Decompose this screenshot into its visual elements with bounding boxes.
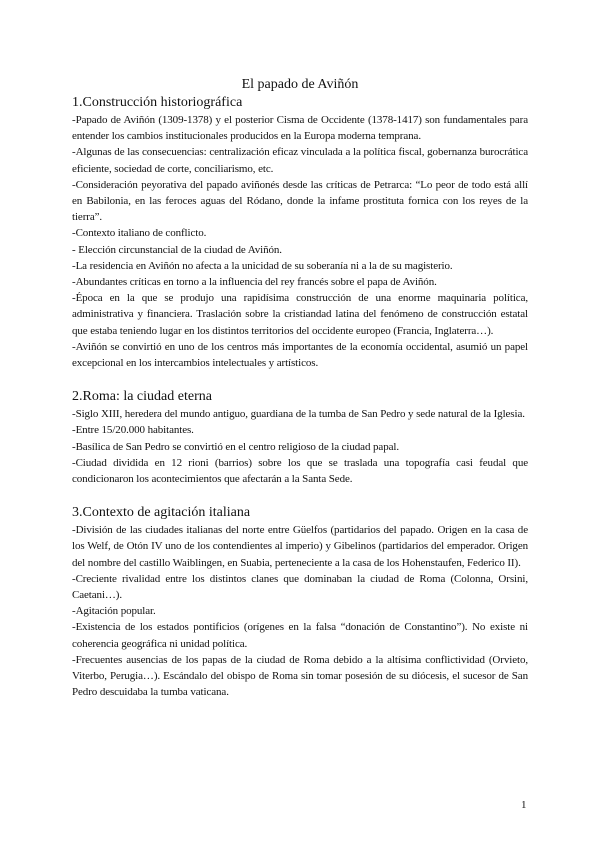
paragraph: -Consideración peyorativa del papado aviñonés desde las críticas de Petrarca: “Lo peor de todo está allí en Babilonia, en las feroces aguas del Ródano, donde la infame prostituta fornica con los reyes de la tierra”. [72,178,528,224]
paragraph: -Contexto italiano de conflicto. [72,227,207,240]
document-body [72,76,528,701]
section-contexto-agitacion-italiana [72,504,528,700]
document-title: El papado de Aviñón [241,77,359,92]
paragraph: -Basílica de San Pedro se convirtió en el centro religioso de la ciudad papal. [72,440,399,453]
paragraph: -Algunas de las consecuencias: centralización eficaz vinculada a la política fiscal, gobernanza burocrática eficiente, sociedad de corte, conciliarismo, etc. [72,146,528,175]
section-roma-ciudad-eterna [72,388,528,487]
paragraph: -Papado de Aviñón (1309-1378) y el posterior Cisma de Occidente (1378-1417) son fundamentales para entender los cambios institucionales producidos en la Europa moderna temprana. [72,114,528,143]
paragraph: -Abundantes críticas en torno a la influencia del rey francés sobre el papa de Aviñón. [72,276,437,289]
section-heading: 2.Roma: la ciudad eterna [72,389,212,405]
paragraph: -Entre 15/20.000 habitantes. [72,424,194,437]
paragraph: -Existencia de los estados pontificios (orígenes en la falsa “donación de Constantino”). No existe ni coherencia geográfica ni unidad política. [72,621,528,650]
section-heading: 1.Construcción historiográfica [72,95,243,110]
paragraph: -La residencia en Aviñón no afecta a la unicidad de su soberanía ni a la de su magisterio. [72,259,453,272]
paragraph: -Ciudad dividida en 12 rioni (barrios) sobre los que se traslada una topografía casi feudal que condicionaron los acontecimientos que afectarán a la Santa Sede. [72,456,528,486]
paragraph: -Aviñón se convirtió en uno de los centros más importantes de la economía occidental, asumió un papel excepcional en los intercambios intelectuales y artísticos. [72,340,528,370]
page-number: 1 [521,799,527,811]
paragraph: -Época en la que se produjo una rapidísima construcción de una enorme maquinaria política, administrativa y financiera. Traslación sobre la cristiandad latina del fenómeno de construcción estatal que estaba teniendo lugar en los distintos territorios del occidente europeo (Francia, Inglaterra…). [72,292,528,337]
paragraph: -Creciente rivalidad entre los distintos clanes que dominaban la ciudad de Roma (Colonna, Orsini, Caetani…). [72,572,528,602]
section-construccion-historiografica [72,94,528,371]
paragraph: -Siglo XIII, heredera del mundo antiguo, guardiana de la tumba de San Pedro y sede natural de la Iglesia. [72,408,525,421]
paragraph: -Agitación popular. [72,605,156,618]
paragraph: -División de las ciudades italianas del norte entre Güelfos (partidarios del papado. Origen en la casa de los Welf, de Otón IV uno de los contendientes al imperio) y Gibelinos (partidarios del emperador. Origen del nombre del castillo Waiblingen, en Suabia, perteneciente a la casa de los Hohenstaufen, Federico II). [72,524,528,569]
section-heading: 3.Contexto de agitación italiana [72,505,251,521]
paragraph: - Elección circunstancial de la ciudad de Aviñón. [72,243,282,256]
paragraph: -Frecuentes ausencias de los papas de la ciudad de Roma debido a la altísima conflictividad (Orvieto, Viterbo, Perugia…). Escándalo del obispo de Roma sin tomar posesión de su diócesis, el sucesor de San Pedro descuidaba la tumba vaticana. [72,653,528,699]
